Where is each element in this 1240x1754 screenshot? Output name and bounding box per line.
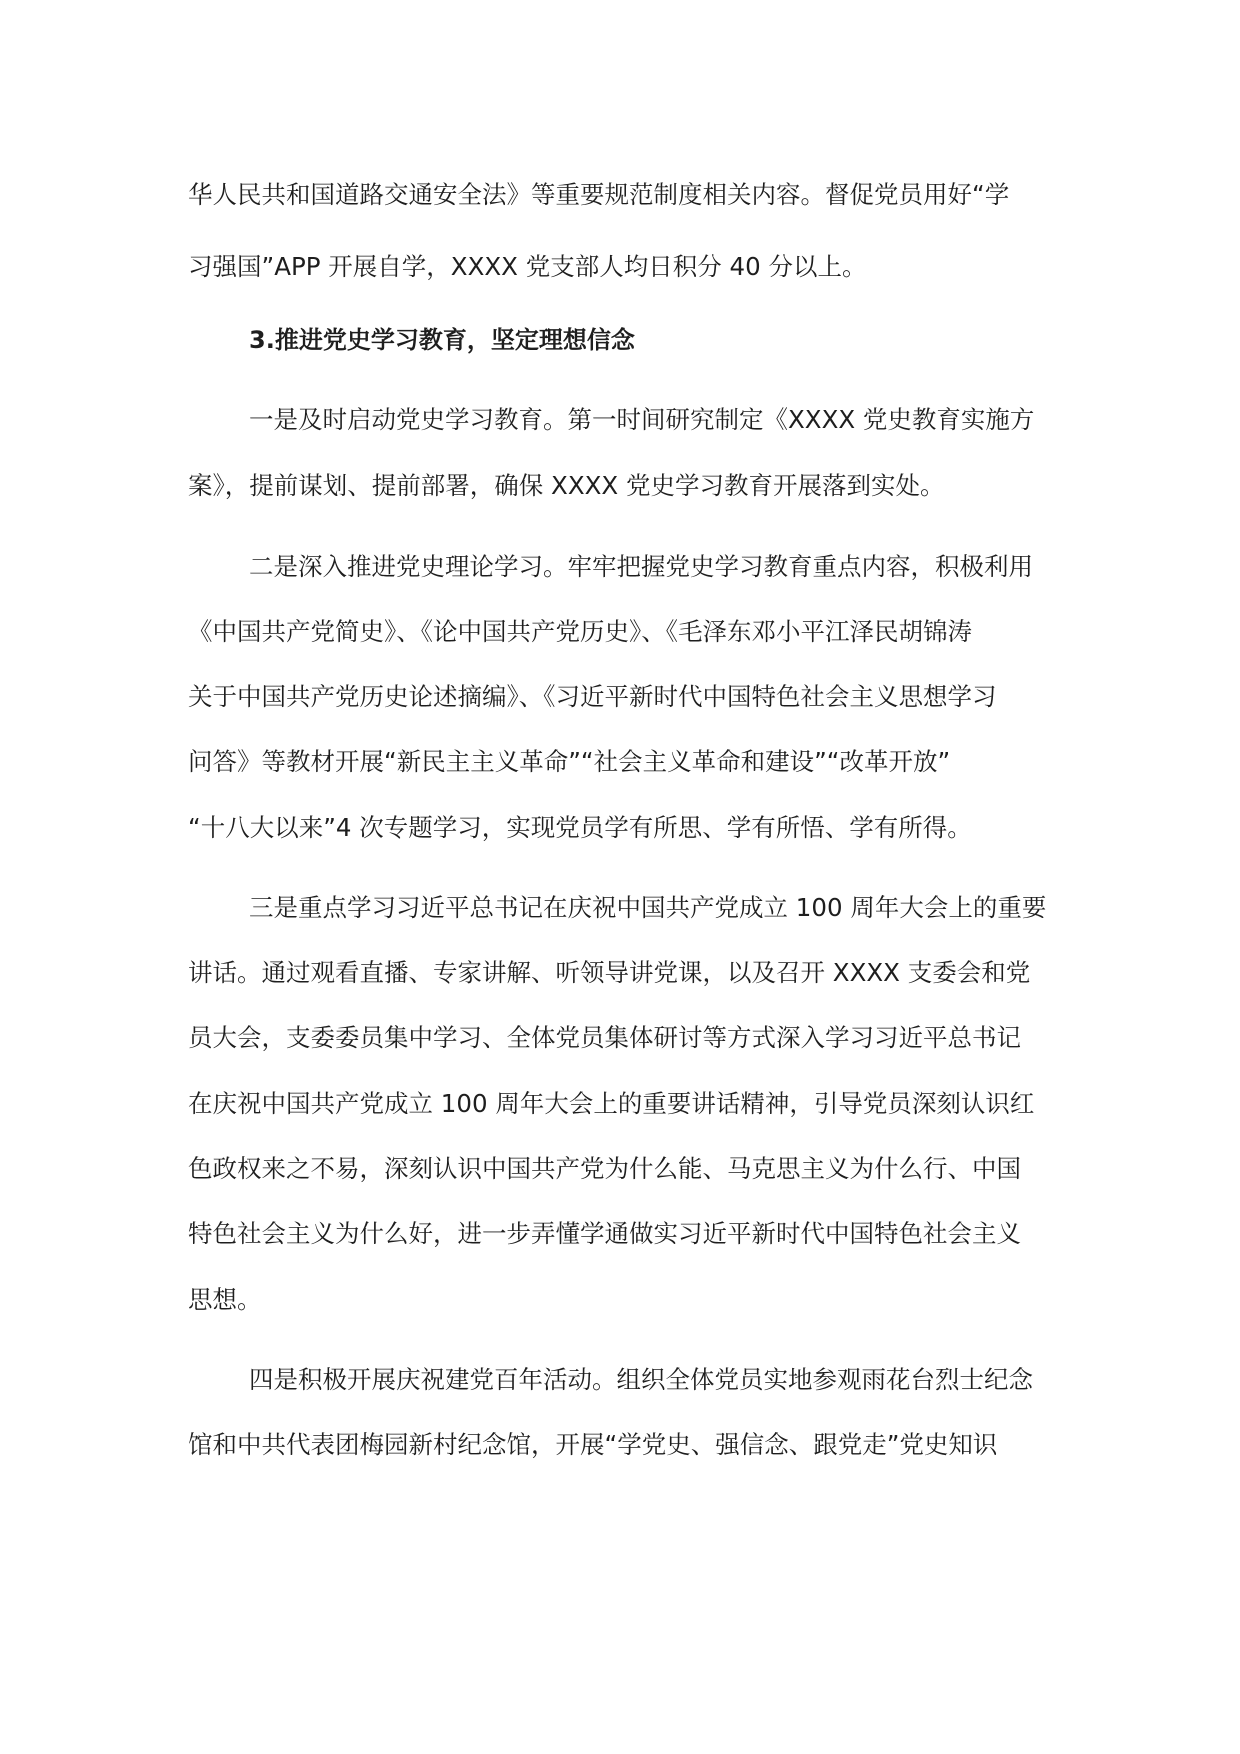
- text-line-2: 习强国”APP 开展自学，XXXX 党支部人均日积分 40 分以上。: [188, 252, 867, 281]
- paragraph-2-line-5: “十八大以来”4 次专题学习，实现党员学有所思、学有所悟、学有所得。: [188, 813, 972, 842]
- paragraph-3-line-2: 讲话。通过观看直播、专家讲解、听领导讲党课，以及召开 XXXX 支委会和党: [188, 958, 1031, 987]
- paragraph-3-line-4: 在庆祝中国共产党成立 100 周年大会上的重要讲话精神，引导党员深刻认识红: [188, 1089, 1035, 1118]
- paragraph-2-line-1: 二是深入推进党史理论学习。牢牢把握党史学习教育重点内容，积极利用: [249, 552, 1033, 581]
- paragraph-3-line-7: 思想。: [188, 1285, 262, 1314]
- paragraph-3-line-5: 色政权来之不易，深刻认识中国共产党为什么能、马克思主义为什么行、中国: [188, 1154, 1021, 1183]
- text-line-1: 华人民共和国道路交通安全法》等重要规范制度相关内容。督促党员用好“学: [188, 180, 1010, 209]
- paragraph-3-line-6: 特色社会主义为什么好，进一步弄懂学通做实习近平新时代中国特色社会主义: [188, 1219, 1021, 1248]
- paragraph-4-line-1: 四是积极开展庆祝建党百年活动。组织全体党员实地参观雨花台烈士纪念: [249, 1365, 1033, 1394]
- paragraph-4-line-2: 馆和中共代表团梅园新村纪念馆，开展“学党史、强信念、跟党走”党史知识: [188, 1430, 998, 1459]
- paragraph-3-line-1: 三是重点学习习近平总书记在庆祝中国共产党成立 100 周年大会上的重要: [249, 893, 1047, 922]
- paragraph-2-line-4: 问答》等教材开展“新民主主义革命”“社会主义革命和建设”“改革开放”: [188, 747, 951, 776]
- paragraph-1-line-2: 案》，提前谋划、提前部署，确保 XXXX 党史学习教育开展落到实处。: [188, 471, 945, 500]
- section-heading: 3.推进党史学习教育，坚定理想信念: [249, 326, 635, 354]
- paragraph-1-line-1: 一是及时启动党史学习教育。第一时间研究制定《XXXX 党史教育实施方: [249, 405, 1035, 434]
- paragraph-3-line-3: 员大会，支委委员集中学习、全体党员集体研讨等方式深入学习习近平总书记: [188, 1023, 1021, 1052]
- paragraph-2-line-3: 关于中国共产党历史论述摘编》、《习近平新时代中国特色社会主义思想学习: [188, 682, 997, 711]
- paragraph-2-line-2: 《中国共产党简史》、《论中国共产党历史》、《毛泽东邓小平江泽民胡锦涛: [188, 617, 972, 646]
